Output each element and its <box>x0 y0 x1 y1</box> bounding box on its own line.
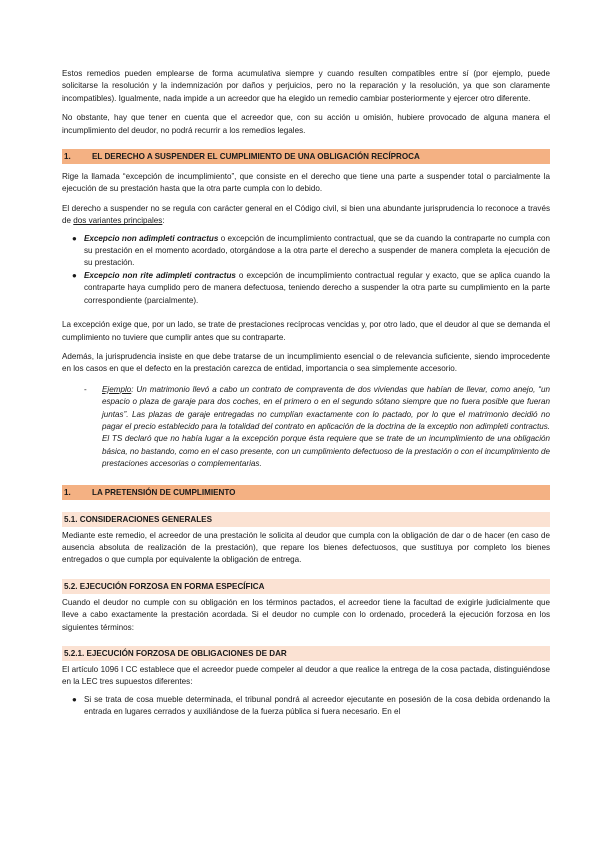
bullet-icon: ● <box>72 270 77 280</box>
list-item: ● Si se trata de cosa mueble determinada, el tribunal pondrá al acreedor ejecutante en posesión de la cosa debida ordenando la entrada en lugares cerrados y auxiliándose de la fuerza pública si fuera necesario. En el <box>72 694 550 717</box>
paragraph-specific-enforcement: Cuando el deudor no cumple con su obligación en los términos pactados, el acreedor tiene la facultad de exigirle judicialmente que lleve a cabo exactamente la prestación acordada. Si el deudor no cumple con lo ordenado, procederá la ejecución forzosa en los siguientes términos: <box>62 597 550 632</box>
paragraph-jurisprudence: Además, la jurisprudencia insiste en que debe tratarse de un incumplimiento esencial o de relevancia suficiente, siendo improcedente en los casos en que el defecto en la prestación carezca de entidad, importancia o sea simplemente accesorio. <box>62 351 550 374</box>
example-block <box>62 384 550 471</box>
paragraph-creditor-fault: No obstante, hay que tener en cuenta que el acreedor que, con su acción u omisión, hubiere provocado de alguna manera el incumplimiento del deudor, no podrá recurrir a los remedios legales. <box>62 113 550 135</box>
example-text: Ejemplo: Un matrimonio llevó a cabo un contrato de compraventa de dos viviendas que habían de llevar, como anejo, “un espacio o plaza de garaje para dos coches, en el primero o en el segundo sótano siempre que no fuera posible que fueran juntas”. Las plazas de garaje entregadas no cumplían exactamente con lo pactado, por lo que el matrimonio decidió no pagar el precio establecido para la totalidad del contrato en aplicación de la doctrina de la exceptio non adimpleti contractus. El TS declaró que no había lugar a la excepción porque ésta requiere que se trate de un incumplimiento de una obligación básica, no bastando, como en el caso presente, con un cumplimiento defectuoso de la prestación o con el incumplimiento de prestaciones accesorias o complementarias. <box>102 384 550 469</box>
paragraph-exception-requirements: La excepción exige que, por un lado, se trate de prestaciones recíprocas vencidas y, por otro lado, que el deudor al que se demanda el cumplimiento no tuviere que cumplir antes que su contraparte. <box>62 320 550 342</box>
paragraph-exception-definition: Rige la llamada “excepción de incumplimiento”, que consiste en el derecho que tiene una parte a suspender total o parcialmente la ejecución de su prestación hasta que la otra parte cumpla con lo debido. <box>62 172 550 194</box>
bullet-icon: ● <box>72 694 77 704</box>
section-number: 1. <box>64 152 71 162</box>
delivery-cases-list <box>62 694 550 719</box>
section-heading-fulfillment <box>62 485 550 500</box>
variants-underlined: dos variantes principales <box>73 216 163 226</box>
paragraph-variants-intro: El derecho a suspender no se regula con carácter general en el Código civil, si bien una abundante jurisprudencia lo reconoce a través de dos variantes principales: <box>62 203 550 226</box>
subsection-heading-general: 5.1. CONSIDERACIONES GENERALES <box>62 512 550 527</box>
paragraph-article-1096: El artículo 1096 I CC establece que el acreedor puede compeler al deudor a que realice la entrega de la cosa pactada, distinguiéndose en la LEC tres supuestos diferentes: <box>62 665 550 687</box>
section-number: 1. <box>64 487 71 497</box>
list-item: ● Excepcio non rite adimpleti contractus o excepción de incumplimiento contractual regular y exacto, que se aplica cuando la contraparte haya cumplido pero de manera defectuosa, teniendo derecho a suspender la otra parte su cumplimiento en la parte correspondiente (parcialmente). <box>72 270 550 305</box>
section-heading-suspension <box>62 149 550 164</box>
bullet-icon: ● <box>72 233 77 243</box>
paragraph-remedies-cumulative: Estos remedios pueden emplearse de forma acumulativa siempre y cuando resulten compatibles entre sí (por ejemplo, puede solicitarse la resolución y la indemnización por daños y perjuicios, pero no la reparación y la resolución, ya que son claramente incompatibles). Igualmente, nada impide a un acreedor que ha elegido un remedio cambiar posteriormente y ejercer otro diferente. <box>62 69 550 103</box>
dash-marker: - <box>84 384 87 394</box>
section-title: LA PRETENSIÓN DE CUMPLIMIENTO <box>92 487 236 497</box>
subsection-heading-specific-enforcement: 5.2. EJECUCIÓN FORZOSA EN FORMA ESPECÍFICA <box>62 579 550 594</box>
section-title: EL DERECHO A SUSPENDER EL CUMPLIMIENTO DE UNA OBLIGACIÓN RECÍPROCA <box>92 152 420 162</box>
example-label: Ejemplo <box>102 384 132 394</box>
paragraph-general-considerations: Mediante este remedio, el acreedor de una prestación le solicita al deudor que cumpla con la obligación de dar o de hacer (en caso de ausencia absoluta de realización de la prestación), que repare los bienes defectuosos, que sustituya por completo los bienes entregados o que cumpla por equivalente la obligación de entrega. <box>62 530 550 565</box>
subsection-heading-obligations-to-give: 5.2.1. EJECUCIÓN FORZOSA DE OBLIGACIONES DE DAR <box>62 646 550 661</box>
variants-list <box>62 233 550 307</box>
list-item: ● Excepcio non adimpleti contractus o excepción de incumplimiento contractual, que se da cuando la contraparte no cumpla con su prestación en el momento acordado, otorgándose a la otra parte el derecho a suspender de manera completa la ejecución de su prestación. <box>72 233 551 268</box>
